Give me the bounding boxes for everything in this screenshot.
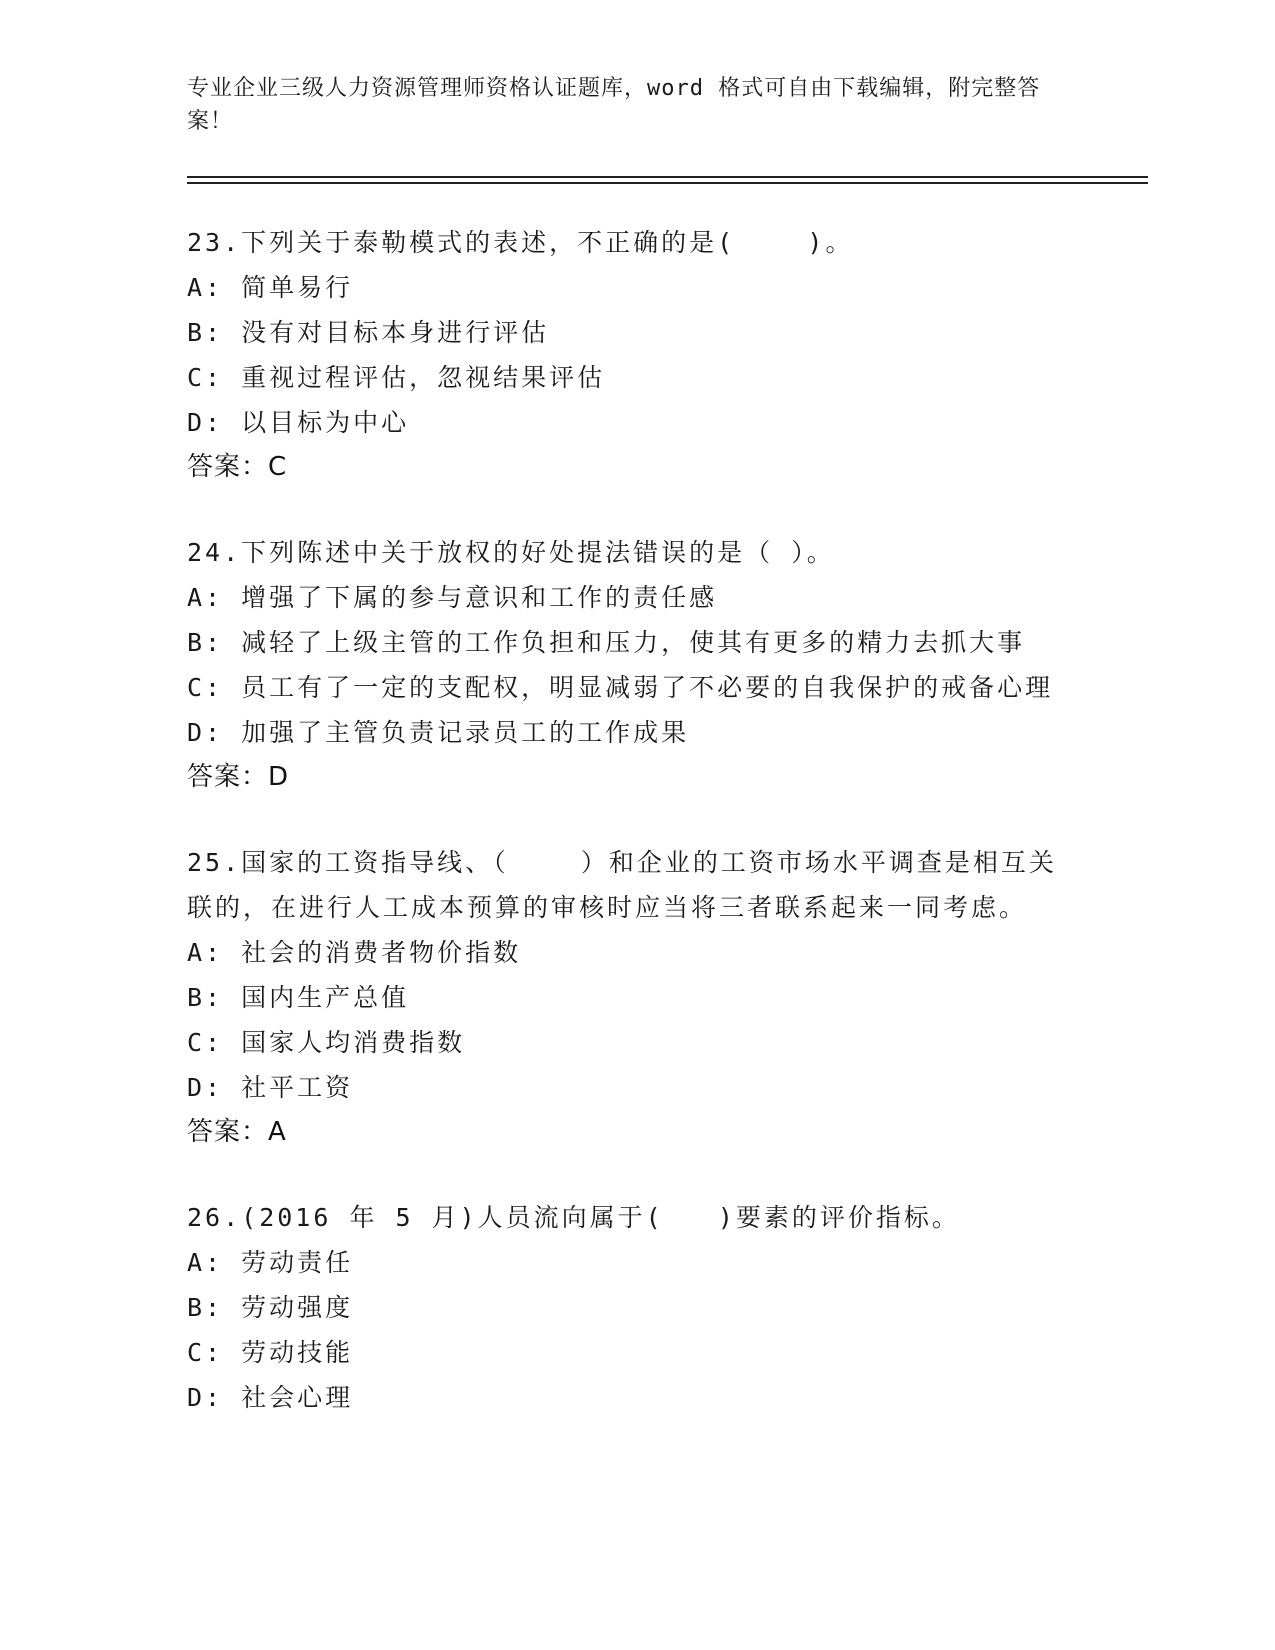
question-stem: 25.国家的工资指导线、（ ）和企业的工资市场水平调查是相互关联的，在进行人工成本预算的审核时应当将三者联系起来一同考虑。 bbox=[187, 848, 1057, 922]
option-c: C: 重视过程评估，忽视结果评估 bbox=[187, 363, 606, 392]
option-b: B: 国内生产总值 bbox=[187, 983, 410, 1012]
answer-label: 答案：A bbox=[187, 1117, 287, 1147]
question-stem: 23.下列关于泰勒模式的表述，不正确的是( )。 bbox=[187, 228, 854, 257]
option-b: B: 没有对目标本身进行评估 bbox=[187, 318, 550, 347]
answer-label: 答案：D bbox=[187, 762, 290, 792]
option-d: D: 以目标为中心 bbox=[187, 408, 410, 437]
option-c: C: 劳动技能 bbox=[187, 1338, 354, 1367]
question-23 bbox=[187, 220, 1107, 490]
option-c: C: 国家人均消费指数 bbox=[187, 1028, 466, 1057]
divider-rule-bottom bbox=[187, 182, 1148, 184]
option-d: D: 社会心理 bbox=[187, 1383, 354, 1412]
question-25 bbox=[187, 840, 1107, 1155]
option-b: B: 劳动强度 bbox=[187, 1293, 354, 1322]
option-d: D: 加强了主管负责记录员工的工作成果 bbox=[187, 718, 690, 747]
option-a: A: 简单易行 bbox=[187, 273, 354, 302]
option-b: B: 减轻了上级主管的工作负担和压力，使其有更多的精力去抓大事 bbox=[187, 628, 1026, 657]
option-c: C: 员工有了一定的支配权，明显减弱了不必要的自我保护的戒备心理 bbox=[187, 673, 1054, 702]
option-a: A: 增强了下属的参与意识和工作的责任感 bbox=[187, 583, 718, 612]
option-a: A: 劳动责任 bbox=[187, 1248, 354, 1277]
option-d: D: 社平工资 bbox=[187, 1073, 354, 1102]
question-stem: 24.下列陈述中关于放权的好处提法错误的是（ ）。 bbox=[187, 538, 835, 567]
header-note: 专业企业三级人力资源管理师资格认证题库，word 格式可自由下载编辑，附完整答案！ bbox=[187, 76, 1041, 134]
answer-label: 答案：C bbox=[187, 452, 288, 482]
divider-rule-top bbox=[187, 176, 1148, 178]
question-24 bbox=[187, 530, 1107, 800]
option-a: A: 社会的消费者物价指数 bbox=[187, 938, 522, 967]
question-26 bbox=[187, 1195, 1107, 1420]
question-stem: 26.(2016 年 5 月)人员流向属于( )要素的评价指标。 bbox=[187, 1203, 960, 1232]
